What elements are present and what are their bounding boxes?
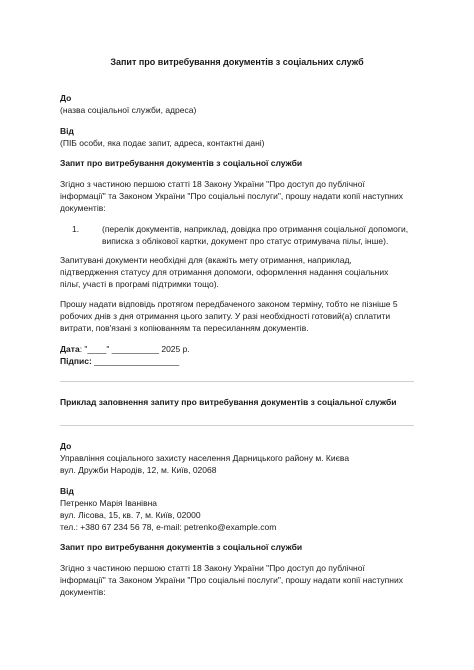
list-line: (перелік документів, наприклад, довідка про отримання соціальної допомоги, (102, 224, 409, 234)
example-subject-heading: Запит про витребування документів з соціальної служби (60, 542, 303, 552)
example-to-value (60, 452, 414, 476)
purpose-paragraph (60, 254, 414, 290)
document-title: Запит про витребування документів з соціальних служб (110, 57, 364, 67)
signature-label: Підпис: (60, 356, 92, 366)
example-intro-paragraph (60, 562, 414, 598)
example-heading: Приклад заповнення запиту про витребування документів з соціальної служби (60, 397, 397, 407)
request-line: витрати, пов'язані з копіюванням та пересиланням документів. (60, 323, 309, 333)
list-line: виписка з облікової картки, документ про статус отримувача пільг, інше). (102, 236, 389, 246)
document-list-item (60, 223, 414, 247)
example-intro-line: інформації" та Законом України "Про соціальні послуги", прошу надати копії наступних (60, 575, 403, 585)
intro-line: документів: (60, 203, 106, 213)
example-to-line: Управління соціального захисту населення Дарницького району м. Києва (60, 453, 350, 463)
example-from-line: вул. Лісова, 15, кв. 7, м. Київ, 02000 (60, 510, 201, 520)
signature-value: __________________ (91, 356, 180, 366)
date-line (60, 343, 414, 355)
to-label: До (60, 93, 72, 103)
example-intro-line: Згідно з частиною першою статті 18 Закону України "Про доступ до публічної (60, 563, 365, 573)
example-from-label: Від (60, 486, 74, 496)
list-number: 1. (72, 224, 80, 234)
example-to-line: вул. Дружби Народів, 12, м. Київ, 02068 (60, 465, 217, 475)
example-from-value (60, 497, 414, 533)
example-to-label: До (60, 441, 72, 451)
request-paragraph (60, 298, 414, 334)
example-from-line: Петренко Марія Іванівна (60, 498, 158, 508)
date-label: Дата (60, 344, 80, 354)
purpose-line: підтвердження статусу для отримання допомоги, оформлення надання соціальних (60, 267, 389, 277)
divider (60, 381, 414, 382)
signature-line (60, 355, 414, 367)
intro-line: Згідно з частиною першою статті 18 Закону України "Про доступ до публічної (60, 179, 365, 189)
example-intro-line: документів: (60, 587, 106, 597)
intro-line: інформації" та Законом України "Про соціальні послуги", прошу надати копії наступних (60, 191, 403, 201)
purpose-line: пільг, участі в програмі підтримки тощо). (60, 279, 219, 289)
to-value: (назва соціальної служби, адреса) (60, 105, 197, 115)
purpose-line: Запитувані документи необхідні для (вкажіть мету отримання, наприклад, (60, 255, 352, 265)
divider (60, 425, 414, 426)
request-line: робочих днів з дня отримання цього запиту. У разі необхідності готовий(а) сплатити (60, 311, 391, 321)
intro-paragraph (60, 178, 414, 214)
date-value: : "____" __________ 2025 р. (79, 344, 190, 354)
from-value: (ПІБ особи, яка подає запит, адреса, контактні дані) (60, 138, 265, 148)
from-label: Від (60, 126, 74, 136)
subject-heading: Запит про витребування документів з соціальної служби (60, 158, 303, 168)
request-line: Прошу надати відповідь протягом передбаченого законом терміну, тобто не пізніше 5 (60, 299, 398, 309)
example-from-line: тел.: +380 67 234 56 78, e-mail: petrenko@example.com (60, 522, 277, 532)
